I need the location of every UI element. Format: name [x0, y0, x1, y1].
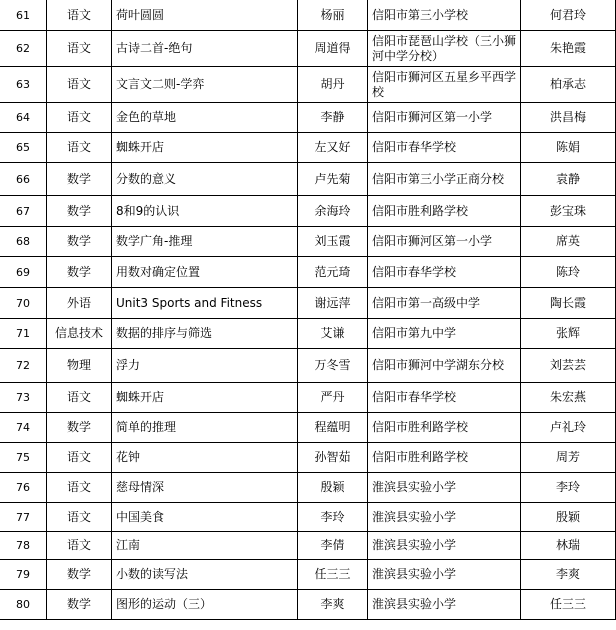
lesson-title-cell: 荷叶圆圆	[112, 0, 298, 31]
mentor-name-cell: 刘芸芸	[521, 349, 616, 383]
school-name-cell: 信阳市第三小学校	[368, 0, 521, 31]
school-name-cell: 信阳市狮河区第一小学	[368, 227, 521, 257]
mentor-name-cell: 席英	[521, 227, 616, 257]
teacher-name-cell: 范元琦	[298, 257, 368, 288]
school-name-cell: 信阳市第一高级中学	[368, 288, 521, 319]
table-row	[0, 133, 616, 163]
table-row	[0, 257, 616, 288]
lesson-title-cell: 用数对确定位置	[112, 257, 298, 288]
mentor-name-cell: 张辉	[521, 319, 616, 349]
row-number-cell: 74	[0, 413, 47, 443]
lesson-title-cell: 金色的草地	[112, 103, 298, 133]
subject-cell: 数学	[47, 196, 112, 227]
subject-cell: 外语	[47, 288, 112, 319]
mentor-name-cell: 卢礼玲	[521, 413, 616, 443]
lesson-title-cell: 浮力	[112, 349, 298, 383]
school-name-cell: 信阳市春华学校	[368, 257, 521, 288]
table-row	[0, 196, 616, 227]
row-number-cell: 76	[0, 473, 47, 503]
subject-cell: 数学	[47, 257, 112, 288]
school-name-cell: 信阳市琵琶山学校（三小狮河中学分校）	[368, 31, 521, 67]
subject-cell: 语文	[47, 31, 112, 67]
school-name-cell: 信阳市春华学校	[368, 383, 521, 413]
mentor-name-cell: 彭宝珠	[521, 196, 616, 227]
lesson-title-cell: 花钟	[112, 443, 298, 473]
mentor-name-cell: 周芳	[521, 443, 616, 473]
mentor-name-cell: 陈娟	[521, 133, 616, 163]
mentor-name-cell: 袁静	[521, 163, 616, 196]
mentor-name-cell: 任三三	[521, 590, 616, 620]
mentor-name-cell: 朱艳霞	[521, 31, 616, 67]
teacher-name-cell: 严丹	[298, 383, 368, 413]
row-number-cell: 78	[0, 532, 47, 560]
subject-cell: 语文	[47, 0, 112, 31]
mentor-name-cell: 陈玲	[521, 257, 616, 288]
table-row	[0, 163, 616, 196]
teacher-name-cell: 左又好	[298, 133, 368, 163]
mentor-name-cell: 李玲	[521, 473, 616, 503]
table-row	[0, 0, 616, 31]
row-number-cell: 79	[0, 560, 47, 590]
lesson-title-cell: 蜘蛛开店	[112, 133, 298, 163]
lesson-title-cell: 8和9的认识	[112, 196, 298, 227]
school-name-cell: 淮滨县实验小学	[368, 590, 521, 620]
teacher-name-cell: 谢远萍	[298, 288, 368, 319]
school-name-cell: 信阳市狮河区第一小学	[368, 103, 521, 133]
school-name-cell: 信阳市狮河中学湖东分校	[368, 349, 521, 383]
table-row	[0, 319, 616, 349]
table-row	[0, 560, 616, 590]
row-number-cell: 69	[0, 257, 47, 288]
row-number-cell: 77	[0, 503, 47, 532]
teacher-name-cell: 杨丽	[298, 0, 368, 31]
row-number-cell: 70	[0, 288, 47, 319]
row-number-cell: 72	[0, 349, 47, 383]
subject-cell: 数学	[47, 590, 112, 620]
subject-cell: 语文	[47, 103, 112, 133]
school-name-cell: 淮滨县实验小学	[368, 473, 521, 503]
row-number-cell: 80	[0, 590, 47, 620]
school-name-cell: 信阳市春华学校	[368, 133, 521, 163]
table-row	[0, 103, 616, 133]
subject-cell: 数学	[47, 227, 112, 257]
school-name-cell: 信阳市胜利路学校	[368, 196, 521, 227]
mentor-name-cell: 陶长霞	[521, 288, 616, 319]
subject-cell: 数学	[47, 560, 112, 590]
table-row	[0, 532, 616, 560]
table-row	[0, 227, 616, 257]
teacher-name-cell: 殷颖	[298, 473, 368, 503]
school-name-cell: 信阳市胜利路学校	[368, 413, 521, 443]
lesson-title-cell: 图形的运动（三）	[112, 590, 298, 620]
mentor-name-cell: 林瑞	[521, 532, 616, 560]
lesson-title-cell: 分数的意义	[112, 163, 298, 196]
lesson-title-cell: 慈母情深	[112, 473, 298, 503]
teacher-name-cell: 李倩	[298, 532, 368, 560]
row-number-cell: 61	[0, 0, 47, 31]
subject-cell: 语文	[47, 443, 112, 473]
school-name-cell: 信阳市第九中学	[368, 319, 521, 349]
teacher-name-cell: 李玲	[298, 503, 368, 532]
table-row	[0, 383, 616, 413]
row-number-cell: 65	[0, 133, 47, 163]
school-name-cell: 信阳市第三小学正商分校	[368, 163, 521, 196]
teacher-name-cell: 孙智茹	[298, 443, 368, 473]
row-number-cell: 67	[0, 196, 47, 227]
subject-cell: 数学	[47, 163, 112, 196]
teacher-name-cell: 任三三	[298, 560, 368, 590]
mentor-name-cell: 李爽	[521, 560, 616, 590]
table-row	[0, 349, 616, 383]
table-row	[0, 67, 616, 103]
mentor-name-cell: 朱宏燕	[521, 383, 616, 413]
mentor-name-cell: 何君玲	[521, 0, 616, 31]
subject-cell: 信息技术	[47, 319, 112, 349]
subject-cell: 语文	[47, 383, 112, 413]
lesson-title-cell: 文言文二则-学弈	[112, 67, 298, 103]
subject-cell: 语文	[47, 133, 112, 163]
teacher-name-cell: 余海玲	[298, 196, 368, 227]
row-number-cell: 66	[0, 163, 47, 196]
row-number-cell: 71	[0, 319, 47, 349]
school-name-cell: 淮滨县实验小学	[368, 560, 521, 590]
teacher-name-cell: 艾谦	[298, 319, 368, 349]
teacher-name-cell: 李静	[298, 103, 368, 133]
lesson-title-cell: 小数的读写法	[112, 560, 298, 590]
table-row	[0, 443, 616, 473]
school-name-cell: 淮滨县实验小学	[368, 532, 521, 560]
subject-cell: 语文	[47, 473, 112, 503]
school-name-cell: 信阳市胜利路学校	[368, 443, 521, 473]
table-row	[0, 473, 616, 503]
subject-cell: 语文	[47, 67, 112, 103]
teacher-name-cell: 李爽	[298, 590, 368, 620]
table-row	[0, 31, 616, 67]
mentor-name-cell: 殷颖	[521, 503, 616, 532]
subject-cell: 物理	[47, 349, 112, 383]
row-number-cell: 68	[0, 227, 47, 257]
school-name-cell: 淮滨县实验小学	[368, 503, 521, 532]
lesson-title-cell: Unit3 Sports and Fitness	[112, 288, 298, 319]
table-row	[0, 413, 616, 443]
school-name-cell: 信阳市狮河区五星乡平西学校	[368, 67, 521, 103]
teacher-name-cell: 胡丹	[298, 67, 368, 103]
lesson-title-cell: 简单的推理	[112, 413, 298, 443]
table-row	[0, 503, 616, 532]
subject-cell: 数学	[47, 413, 112, 443]
row-number-cell: 73	[0, 383, 47, 413]
subject-cell: 语文	[47, 503, 112, 532]
row-number-cell: 62	[0, 31, 47, 67]
row-number-cell: 75	[0, 443, 47, 473]
lesson-title-cell: 中国美食	[112, 503, 298, 532]
lesson-title-cell: 江南	[112, 532, 298, 560]
teacher-name-cell: 程蕴明	[298, 413, 368, 443]
teacher-name-cell: 周道得	[298, 31, 368, 67]
mentor-name-cell: 洪昌梅	[521, 103, 616, 133]
teacher-name-cell: 卢先菊	[298, 163, 368, 196]
lesson-title-cell: 数据的排序与筛选	[112, 319, 298, 349]
subject-cell: 语文	[47, 532, 112, 560]
mentor-name-cell: 柏承志	[521, 67, 616, 103]
row-number-cell: 63	[0, 67, 47, 103]
teacher-name-cell: 万冬雪	[298, 349, 368, 383]
lesson-title-cell: 数学广角-推理	[112, 227, 298, 257]
lesson-title-cell: 古诗二首-绝句	[112, 31, 298, 67]
row-number-cell: 64	[0, 103, 47, 133]
table-row	[0, 288, 616, 319]
lesson-title-cell: 蜘蛛开店	[112, 383, 298, 413]
teacher-name-cell: 刘玉霞	[298, 227, 368, 257]
table-row	[0, 590, 616, 620]
